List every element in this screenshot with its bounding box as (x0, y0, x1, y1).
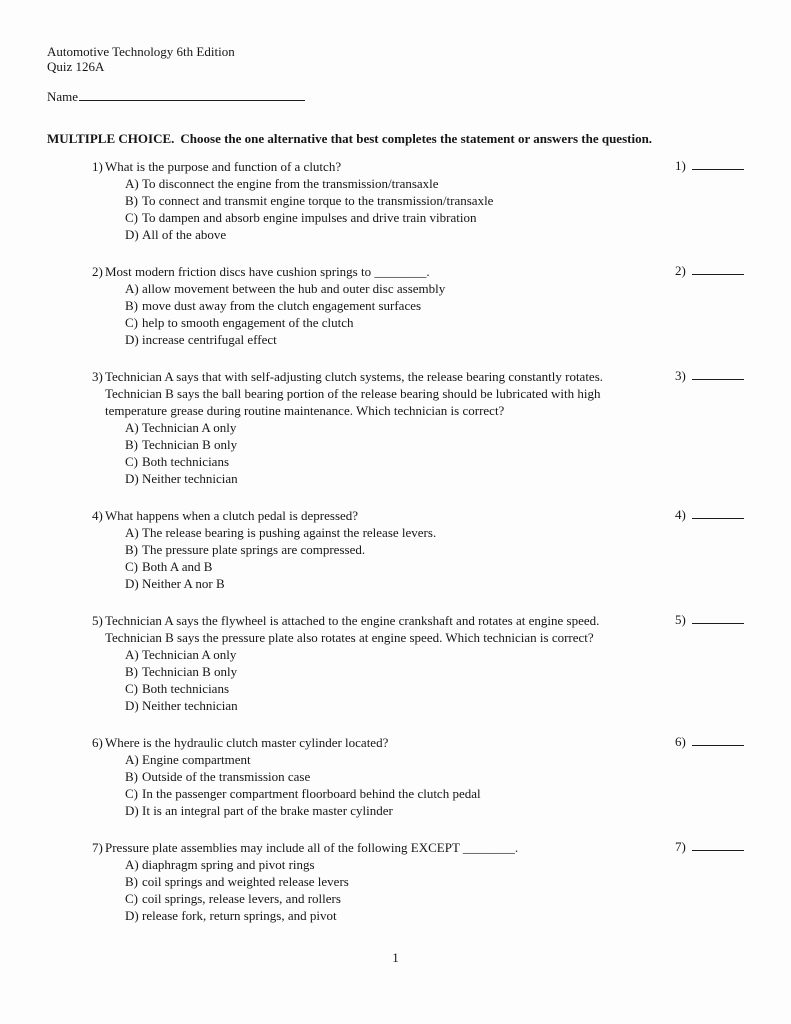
question-stem-text: What is the purpose and function of a clutch? (105, 159, 342, 174)
option-d (125, 226, 745, 243)
option-letter: C) (125, 786, 138, 801)
option-text: Neither A nor B (142, 576, 225, 591)
question-number: 3) (92, 369, 103, 384)
name-row (47, 87, 305, 105)
option-text: coil springs and weighted release levers (142, 874, 349, 889)
option-letter: A) (125, 281, 139, 296)
answer-blank-line (692, 506, 744, 519)
question-stem-line-2: Technician B says the pressure plate also rotates at engine speed. Which technician is correct? (105, 630, 594, 645)
option-a (125, 524, 745, 541)
option-letter: A) (125, 647, 139, 662)
option-letter: A) (125, 420, 139, 435)
question-5 (92, 612, 745, 714)
option-a (125, 856, 745, 873)
question-4 (92, 507, 745, 592)
question-stem-text: Technician A says that with self-adjusting clutch systems, the release bearing constantly rotates. (105, 369, 604, 384)
option-c (125, 453, 745, 470)
answer-number: 1) (675, 158, 686, 173)
answer-blank-line (692, 838, 744, 851)
option-text: Technician B only (142, 437, 238, 452)
question-3 (92, 368, 745, 487)
option-c (125, 314, 745, 331)
answer-number: 3) (675, 368, 686, 383)
option-letter: D) (125, 698, 139, 713)
answer-number: 4) (675, 507, 686, 522)
option-text: Technician A only (142, 647, 237, 662)
option-a (125, 419, 745, 436)
question-7 (92, 839, 745, 924)
option-d (125, 470, 745, 487)
answer-blank-6 (675, 733, 745, 750)
document-header (47, 44, 235, 74)
answer-blank-1 (675, 157, 745, 174)
question-stem-text: Most modern friction discs have cushion springs to ________. (105, 264, 430, 279)
option-text: coil springs, release levers, and rollers (142, 891, 341, 906)
option-text: move dust away from the clutch engagement surfaces (142, 298, 422, 313)
option-text: To disconnect the engine from the transmission/transaxle (142, 176, 439, 191)
instruction-line (47, 131, 757, 147)
option-a (125, 646, 745, 663)
option-text: It is an integral part of the brake master cylinder (142, 803, 393, 818)
option-c (125, 890, 745, 907)
option-letter: B) (125, 874, 138, 889)
option-letter: D) (125, 227, 139, 242)
question-2 (92, 263, 745, 348)
option-a (125, 280, 745, 297)
option-letter: D) (125, 332, 139, 347)
question-number: 4) (92, 508, 103, 523)
question-stem-line-2: Technician B says the ball bearing portion of the release bearing should be lubricated with high (105, 386, 601, 401)
answer-blank-line (692, 157, 744, 170)
option-text: Outside of the transmission case (142, 769, 311, 784)
answer-blank-line (692, 611, 744, 624)
option-text: Neither technician (142, 698, 238, 713)
answer-number: 2) (675, 263, 686, 278)
instruction-text: Choose the one alternative that best completes the statement or answers the question. (180, 131, 653, 146)
option-d (125, 907, 745, 924)
option-text: Both A and B (142, 559, 213, 574)
answer-blank-line (692, 733, 744, 746)
question-list (92, 158, 745, 944)
question-stem (92, 507, 745, 524)
option-letter: B) (125, 664, 138, 679)
option-b (125, 297, 745, 314)
answer-blank-4 (675, 506, 745, 523)
option-a (125, 751, 745, 768)
question-stem-text: What happens when a clutch pedal is depressed? (105, 508, 359, 523)
question-number: 2) (92, 264, 103, 279)
option-letter: A) (125, 525, 139, 540)
option-text: All of the above (142, 227, 227, 242)
question-6 (92, 734, 745, 819)
question-number: 6) (92, 735, 103, 750)
option-text: Engine compartment (142, 752, 251, 767)
option-c (125, 680, 745, 697)
name-label: Name (47, 89, 79, 104)
question-1 (92, 158, 745, 243)
option-letter: B) (125, 193, 138, 208)
option-text: help to smooth engagement of the clutch (142, 315, 354, 330)
option-letter: C) (125, 891, 138, 906)
option-letter: D) (125, 803, 139, 818)
question-stem-text: Technician A says the flywheel is attached to the engine crankshaft and rotates at engine speed. (105, 613, 600, 628)
question-stem (92, 612, 745, 629)
question-stem (92, 263, 745, 280)
instruction-label: MULTIPLE CHOICE. (47, 131, 175, 146)
option-letter: C) (125, 315, 138, 330)
answer-blank-3 (675, 367, 745, 384)
option-letter: C) (125, 559, 138, 574)
option-b (125, 768, 745, 785)
option-d (125, 802, 745, 819)
answer-blank-line (692, 367, 744, 380)
question-number: 5) (92, 613, 103, 628)
option-d (125, 331, 745, 348)
option-letter: C) (125, 681, 138, 696)
question-stem (92, 839, 745, 856)
question-stem (92, 734, 745, 751)
option-c (125, 785, 745, 802)
question-stem (92, 158, 745, 175)
question-stem-line-3: temperature grease during routine maintenance. Which technician is correct? (105, 403, 505, 418)
option-a (125, 175, 745, 192)
option-b (125, 192, 745, 209)
question-stem-text: Pressure plate assemblies may include all of the following EXCEPT ________. (105, 840, 519, 855)
option-d (125, 697, 745, 714)
option-text: The pressure plate springs are compressed. (142, 542, 366, 557)
question-stem (92, 368, 745, 385)
option-b (125, 873, 745, 890)
answer-number: 5) (675, 612, 686, 627)
option-text: Technician A only (142, 420, 237, 435)
answer-blank-2 (675, 262, 745, 279)
option-b (125, 436, 745, 453)
question-number: 1) (92, 159, 103, 174)
option-c (125, 209, 745, 226)
answer-blank-line (692, 262, 744, 275)
option-text: allow movement between the hub and outer disc assembly (142, 281, 446, 296)
question-number: 7) (92, 840, 103, 855)
option-text: diaphragm spring and pivot rings (142, 857, 315, 872)
option-text: Both technicians (142, 681, 230, 696)
option-text: Neither technician (142, 471, 238, 486)
option-letter: C) (125, 454, 138, 469)
option-b (125, 663, 745, 680)
page-number: 1 (392, 950, 399, 965)
option-b (125, 541, 745, 558)
option-letter: B) (125, 769, 138, 784)
answer-number: 6) (675, 734, 686, 749)
option-letter: D) (125, 471, 139, 486)
option-letter: B) (125, 437, 138, 452)
quiz-number: Quiz 126A (47, 59, 105, 74)
option-letter: D) (125, 908, 139, 923)
option-text: In the passenger compartment floorboard behind the clutch pedal (142, 786, 481, 801)
option-text: To connect and transmit engine torque to the transmission/transaxle (142, 193, 494, 208)
option-letter: B) (125, 542, 138, 557)
option-letter: B) (125, 298, 138, 313)
option-text: Both technicians (142, 454, 230, 469)
option-d (125, 575, 745, 592)
option-text: increase centrifugal effect (142, 332, 277, 347)
option-text: The release bearing is pushing against the release levers. (142, 525, 437, 540)
option-letter: D) (125, 576, 139, 591)
answer-blank-7 (675, 838, 745, 855)
option-letter: A) (125, 176, 139, 191)
option-text: Technician B only (142, 664, 238, 679)
option-letter: A) (125, 752, 139, 767)
option-text: release fork, return springs, and pivot (142, 908, 337, 923)
option-letter: C) (125, 210, 138, 225)
question-stem-text: Where is the hydraulic clutch master cylinder located? (105, 735, 389, 750)
option-letter: A) (125, 857, 139, 872)
answer-number: 7) (675, 839, 686, 854)
document-title: Automotive Technology 6th Edition (47, 44, 235, 59)
option-c (125, 558, 745, 575)
option-text: To dampen and absorb engine impulses and drive train vibration (142, 210, 477, 225)
answer-blank-5 (675, 611, 745, 628)
name-blank-line (79, 87, 305, 101)
